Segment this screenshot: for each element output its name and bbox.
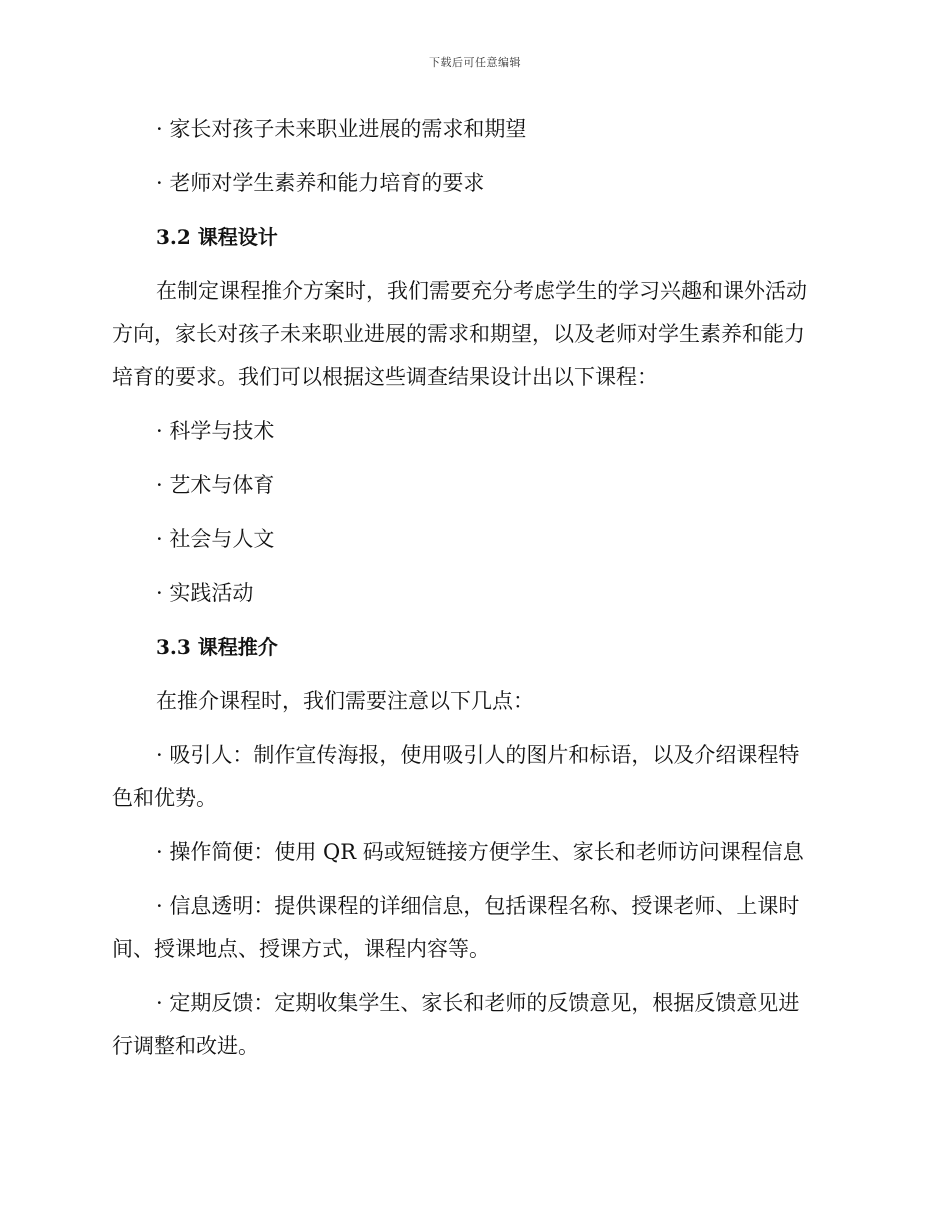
section-heading-line: 3.2 课程设计 [156,225,278,249]
section-heading-line: 3.3 课程推介 [156,635,278,659]
bullet-item-line: · 老师对学生素养和能力培育的要求 [156,171,485,195]
bullet-item [112,572,832,615]
paragraph-line: · 定期反馈：定期收集学生、家长和老师的反馈意见，根据反馈意见进 [156,991,800,1015]
paragraph [112,982,832,1068]
bullet-item-line: · 家长对孩子未来职业进展的需求和期望 [156,117,527,141]
paragraph [112,831,832,874]
section-heading [112,626,832,669]
paragraph-line: 色和优势。 [112,786,217,810]
paragraph-line: 方向，家长对孩子未来职业进展的需求和期望，以及老师对学生素养和能力 [112,322,805,346]
paragraph-line: · 吸引人：制作宣传海报，使用吸引人的图片和标语，以及介绍课程特 [156,743,800,767]
paragraph [112,734,832,820]
paragraph-line: 在推介课程时，我们需要注意以下几点： [156,689,534,713]
bullet-item [112,410,832,453]
bullet-item-line: · 社会与人文 [156,527,275,551]
paragraph [112,885,832,971]
paragraph [112,270,832,399]
bullet-item-line: · 科学与技术 [156,419,275,443]
bullet-item [112,518,832,561]
bullet-item [112,464,832,507]
bullet-item-line: · 实践活动 [156,581,254,605]
paragraph-line: 培育的要求。我们可以根据这些调查结果设计出以下课程： [112,365,658,389]
paragraph-line: 间、授课地点、授课方式，课程内容等。 [112,937,490,961]
paragraph-line: 行调整和改进。 [112,1034,259,1058]
document-body [112,108,832,1079]
paragraph [112,680,832,723]
paragraph-line: · 信息透明：提供课程的详细信息，包括课程名称、授课老师、上课时 [156,894,800,918]
page-header: 下载后可任意编辑 [429,56,521,69]
bullet-item [112,108,832,151]
bullet-item-line: · 艺术与体育 [156,473,275,497]
paragraph-line: 在制定课程推介方案时，我们需要充分考虑学生的学习兴趣和课外活动 [156,279,807,303]
bullet-item [112,162,832,205]
section-heading [112,216,832,259]
paragraph-line: · 操作简便：使用 QR 码或短链接方便学生、家长和老师访问课程信息 [156,840,804,864]
